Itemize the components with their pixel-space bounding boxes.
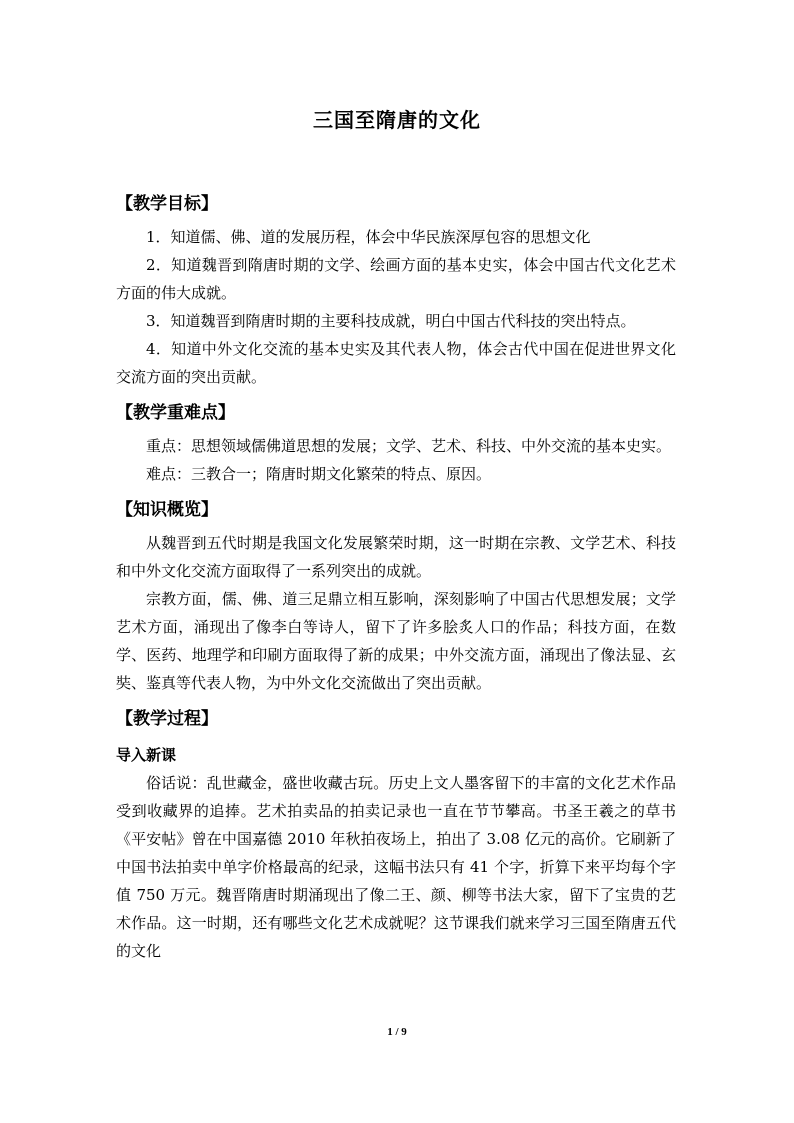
section-key-points	[116, 399, 676, 488]
document-body	[116, 190, 676, 973]
page-number: 1 / 9	[387, 1026, 407, 1038]
section-objectives	[116, 190, 676, 391]
paragraph: 1．知道儒、佛、道的发展历程，体会中华民族深厚包容的思想文化	[146, 228, 591, 246]
paragraph: 4．知道中外文化交流的基本史实及其代表人物，体会古代中国在促进世界文化交流方面的突出贡献。	[116, 340, 676, 386]
page-title: 三国至隋唐的文化	[313, 108, 481, 132]
paragraph: 从魏晋到五代时期是我国文化发展繁荣时期，这一时期在宗教、文学艺术、科技和中外文化交流方面取得了一系列突出的成就。	[116, 534, 676, 580]
paragraph: 俗话说：乱世藏金，盛世收藏古玩。历史上文人墨客留下的丰富的文化艺术作品受到收藏界的追捧。艺术拍卖品的拍卖记录也一直在节节攀高。书圣王羲之的草书《平安帖》曾在中国嘉德 2010 年秋拍夜场上，拍出了 3.08 亿元的高价。它刷新了中国书法拍卖中单字价格最高的纪录，这幅书法只有 41 个字，折算下来平均每个字值 750 万元。魏晋隋唐时期涌现出了像二王、颜、柳等书法大家，留下了宝贵的艺术作品。这一时期，还有哪些文化艺术成就呢？这节课我们就来学习三国至隋唐五代的文化	[116, 774, 676, 960]
section-heading: 【教学过程】	[116, 709, 218, 729]
subsection-heading: 导入新课	[116, 746, 177, 764]
section-heading: 【教学目标】	[116, 194, 218, 214]
paragraph: 3．知道魏晋到隋唐时期的主要科技成就，明白中国古代科技的突出特点。	[146, 312, 636, 330]
paragraph: 宗教方面，儒、佛、道三足鼎立相互影响，深刻影响了中国古代思想发展；文学艺术方面，涌现出了像李白等诗人，留下了许多脍炙人口的作品；科技方面，在数学、医药、地理学和印刷方面取得了新的成果；中外交流方面，涌现出了像法显、玄奘、鉴真等代表人物，为中外文化交流做出了突出贡献。	[116, 590, 676, 692]
section-overview	[116, 496, 676, 697]
section-heading: 【知识概览】	[116, 500, 218, 520]
section-heading: 【教学重难点】	[116, 403, 235, 423]
section-process	[116, 705, 676, 965]
paragraph: 难点：三教合一；隋唐时期文化繁荣的特点、原因。	[146, 465, 492, 483]
paragraph: 2．知道魏晋到隋唐时期的文学、绘画方面的基本史实，体会中国古代文化艺术方面的伟大成就。	[116, 256, 676, 302]
paragraph: 重点：思想领域儒佛道思想的发展；文学、艺术、科技、中外交流的基本史实。	[146, 437, 672, 455]
